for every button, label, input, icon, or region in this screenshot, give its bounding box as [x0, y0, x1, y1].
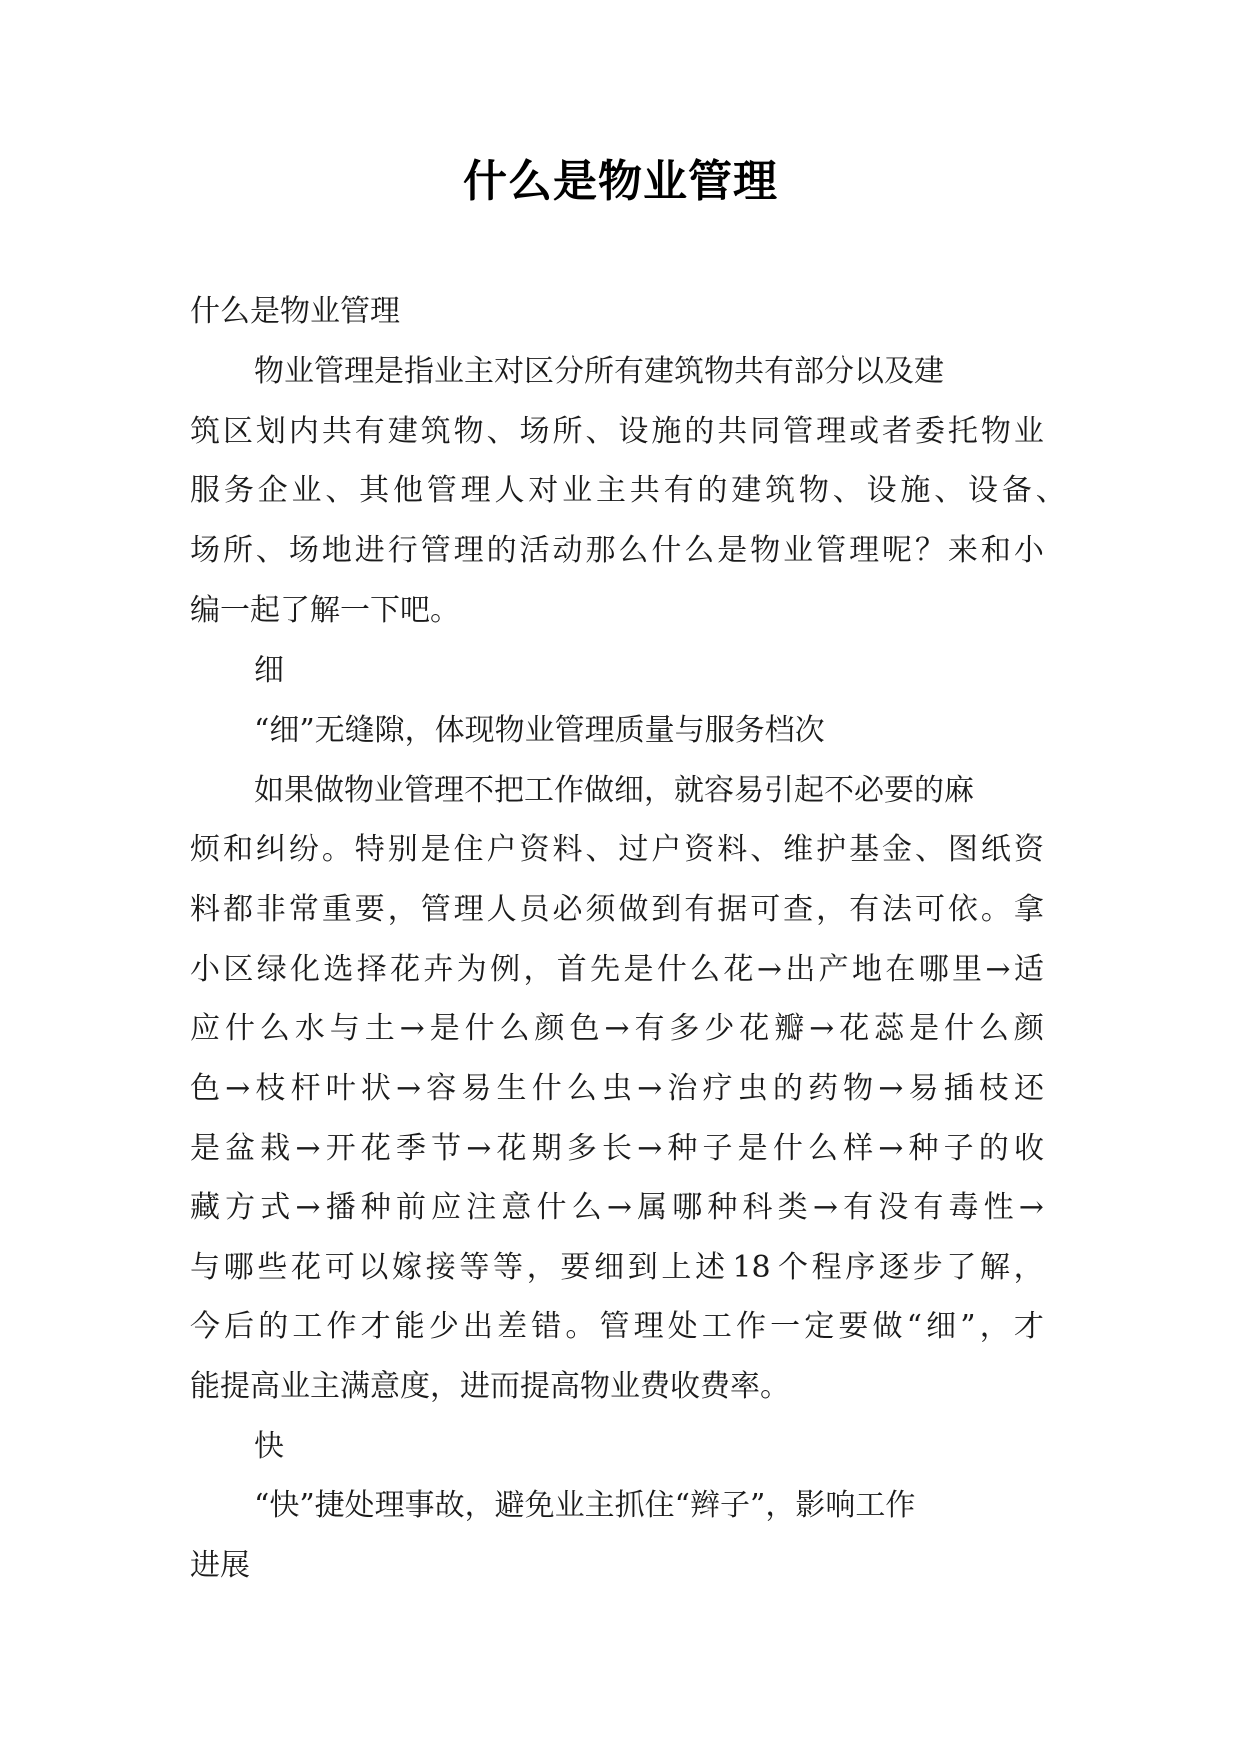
paragraph-line: 如果做物业管理不把工作做细，就容易引起不必要的麻 [254, 773, 974, 808]
paragraph-line: 进展 [190, 1548, 250, 1583]
paragraph-line: “快”捷处理事故，避免业主抓住“辫子”，影响工作 [254, 1488, 916, 1523]
paragraph-line: 场 所 、 场 地 进 行 管 理 的 活 动 那 么 什 么 是 物 业 管 理 呢 ？ 来 和 小 [190, 533, 1044, 568]
paragraph-line: 服 务 企 业 、 其 他 管 理 人 对 业 主 共 有 的 建 筑 物 、 设 施 、 设 备 、 [190, 473, 1066, 508]
paragraph-line: “细”无缝隙，体现物业管理质量与服务档次 [254, 713, 825, 748]
paragraph-line: 料 都 非 常 重 要 ， 管 理 人 员 必 须 做 到 有 据 可 查 ， 有 法 可 依 。 拿 [190, 892, 1044, 927]
section-heading: 快 [254, 1429, 284, 1464]
paragraph-line: 编一起了解一下吧。 [190, 593, 460, 628]
paragraph-line: 是 盆 栽 → 开 花 季 节 → 花 期 多 长 → 种 子 是 什 么 样 → 种 子 的 收 [190, 1131, 1044, 1166]
paragraph-line: 物业管理是指业主对区分所有建筑物共有部分以及建 [254, 354, 944, 389]
paragraph-line: 小 区 绿 化 选 择 花 卉 为 例 ， 首 先 是 什 么 花 → 出 产 地 在 哪 里 → 适 [190, 952, 1044, 987]
paragraph-line: 藏 方 式 → 播 种 前 应 注 意 什 么 → 属 哪 种 科 类 → 有 没 有 毒 性 → [190, 1190, 1044, 1225]
paragraph-line: 筑 区 划 内 共 有 建 筑 物 、 场 所 、 设 施 的 共 同 管 理 或 者 委 托 物 业 [190, 414, 1044, 449]
paragraph-line: 今 后 的 工 作 才 能 少 出 差 错 。 管 理 处 工 作 一 定 要 做 “ 细 ” ， 才 [190, 1309, 1044, 1344]
paragraph-line: 色 → 枝 杆 叶 状 → 容 易 生 什 么 虫 → 治 疗 虫 的 药 物 → 易 插 枝 还 [190, 1071, 1044, 1106]
section-heading: 细 [254, 653, 284, 688]
paragraph-line: 烦 和 纠 纷 。 特 别 是 住 户 资 料 、 过 户 资 料 、 维 护 基 金 、 图 纸 资 [190, 832, 1044, 867]
section-heading: 什么是物业管理 [190, 294, 400, 329]
paragraph-line: 能提高业主满意度，进而提高物业费收费率。 [190, 1369, 790, 1404]
document-title: 什么是物业管理 [463, 156, 778, 207]
paragraph-line: 与 哪 些 花 可 以 嫁 接 等 等 ， 要 细 到 上 述 18 个 程 序 逐 步 了 解 ， [190, 1250, 1044, 1285]
paragraph-line: 应 什 么 水 与 土 → 是 什 么 颜 色 → 有 多 少 花 瓣 → 花 蕊 是 什 么 颜 [190, 1011, 1044, 1046]
